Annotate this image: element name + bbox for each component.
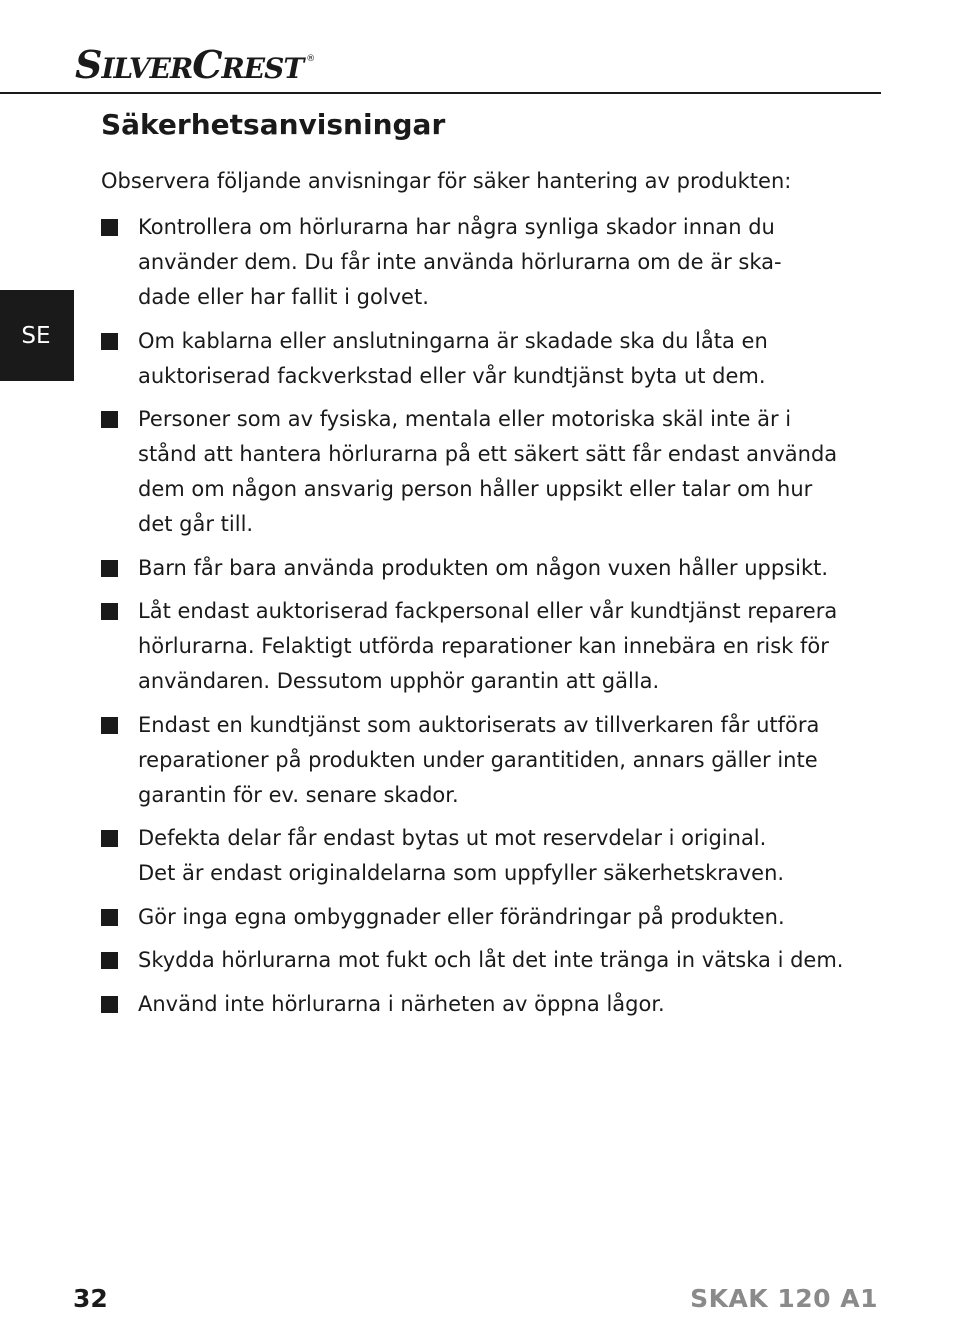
list-item-line: Endast en kundtjänst som auktoriserats av tillverkaren får utföra — [138, 712, 820, 737]
list-item-line: Kontrollera om hörlurarna har några synliga skador innan du — [138, 215, 775, 239]
list-item-line: dem om någon ansvarig person håller uppsikt eller talar om hur — [138, 477, 813, 501]
brand-logo — [75, 42, 315, 87]
list-item-line: Använd inte hörlurarna i närheten av öppna lågor. — [138, 991, 665, 1016]
logo-word-rest: REST — [221, 52, 304, 85]
list-item — [101, 987, 871, 1022]
square-bullet-icon — [101, 717, 118, 734]
square-bullet-icon — [101, 603, 118, 620]
model-number: SKAK 120 A1 — [690, 1284, 878, 1313]
list-item — [101, 821, 871, 891]
list-item-line: användaren. Dessutom upphör garantin att gälla. — [138, 669, 660, 693]
list-item-line: hörlurarna. Felaktigt utförda reparationer kan innebära en risk för — [138, 634, 829, 658]
list-item-line: Skydda hörlurarna mot fukt och låt det inte tränga in vätska i dem. — [138, 948, 844, 972]
registered-mark: ® — [306, 54, 315, 64]
list-item-line: garantin för ev. senare skador. — [138, 782, 459, 807]
square-bullet-icon — [101, 333, 118, 350]
square-bullet-icon — [101, 219, 118, 236]
list-item-line: Det är endast originaldelarna som uppfyller säkerhetskraven. — [138, 861, 785, 885]
list-item — [101, 594, 871, 699]
list-item-line: Gör inga egna ombyggnader eller förändringar på produkten. — [138, 904, 785, 929]
list-item — [101, 708, 871, 813]
page-number: 32 — [73, 1284, 108, 1313]
square-bullet-icon — [101, 952, 118, 969]
list-item-line: använder dem. Du får inte använda hörlurarna om de är ska- — [138, 250, 782, 274]
language-tab: SE — [0, 290, 74, 381]
intro-text: Observera följande anvisningar för säker hantering av produkten: — [101, 169, 792, 193]
list-item — [101, 943, 871, 978]
square-bullet-icon — [101, 996, 118, 1013]
square-bullet-icon — [101, 909, 118, 926]
list-item-line: Defekta delar får endast bytas ut mot reservdelar i original. — [138, 826, 767, 850]
list-item — [101, 551, 871, 586]
list-item-line: Barn får bara använda produkten om någon vuxen håller uppsikt. — [138, 555, 829, 580]
list-item-line: dade eller har fallit i golvet. — [138, 285, 429, 309]
list-item-line: Låt endast auktoriserad fackpersonal eller vår kundtjänst reparera — [138, 599, 838, 623]
list-item-line: reparationer på produkten under garantitiden, annars gäller inte — [138, 747, 818, 772]
list-item-line: stånd att hantera hörlurarna på ett säkert sätt får endast använda — [138, 442, 838, 466]
list-item-line: auktoriserad fackverkstad eller vår kundtjänst byta ut dem. — [138, 363, 766, 388]
square-bullet-icon — [101, 830, 118, 847]
list-item-line: det går till. — [138, 512, 254, 536]
safety-instructions-list — [101, 210, 871, 1030]
logo-word-ilver: ILVER — [101, 52, 193, 85]
list-item-line: Om kablarna eller anslutningarna är skadade ska du låta en — [138, 328, 768, 353]
header-divider — [0, 92, 881, 94]
logo-letter-s: S — [75, 42, 102, 87]
list-item-line: Personer som av fysiska, mentala eller motoriska skäl inte är i — [138, 407, 792, 431]
square-bullet-icon — [101, 411, 118, 428]
square-bullet-icon — [101, 560, 118, 577]
list-item — [101, 900, 871, 935]
list-item — [101, 210, 871, 315]
page-title: Säkerhetsanvisningar — [101, 108, 446, 141]
logo-letter-c: C — [192, 42, 222, 87]
list-item — [101, 324, 871, 394]
list-item — [101, 402, 871, 542]
